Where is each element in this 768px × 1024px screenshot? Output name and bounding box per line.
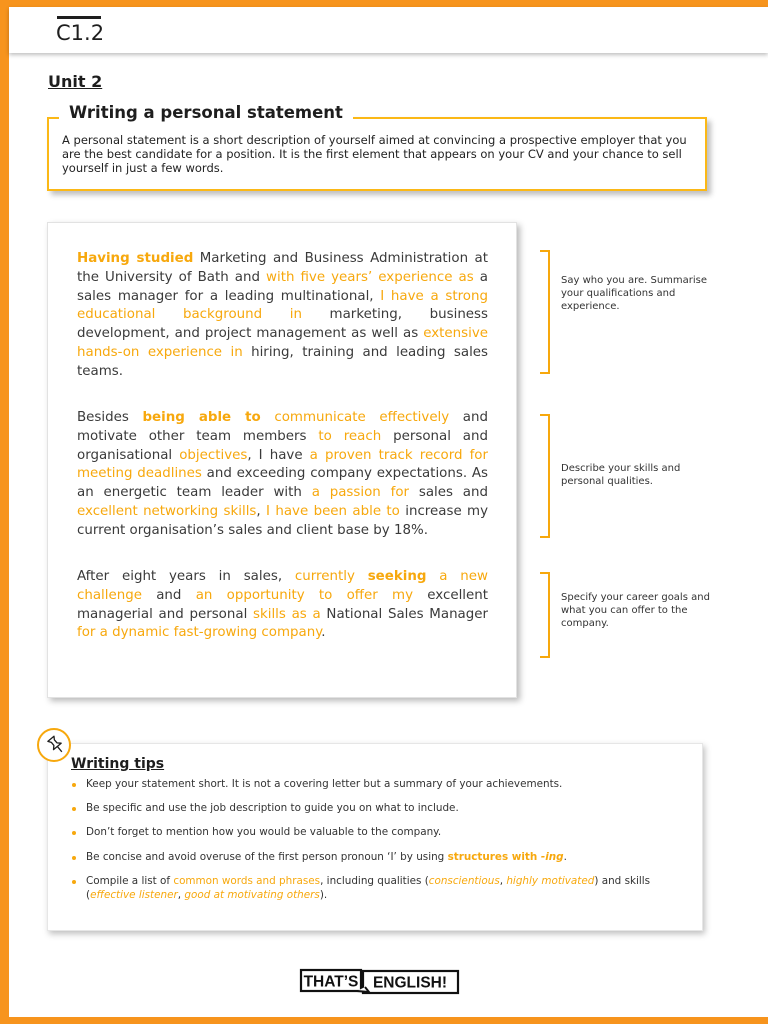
- highlighted-phrase: conscientious: [428, 875, 500, 887]
- highlighted-phrase: to reach: [318, 428, 382, 444]
- statement-paragraph-2: [77, 409, 488, 541]
- highlighted-phrase: effective listener: [90, 888, 178, 901]
- header-bar: [9, 7, 768, 53]
- text-run: , I have: [247, 447, 310, 463]
- text-run: [261, 410, 275, 425]
- text-run: National Sales Manager: [320, 606, 489, 622]
- highlighted-phrase: good at motivating others: [184, 888, 320, 901]
- highlighted-phrase: a new challenge: [77, 569, 488, 603]
- text-run: a sales manager for a leading multinational,: [77, 269, 488, 304]
- highlighted-phrase: a passion for: [311, 485, 410, 501]
- level-rule: [57, 16, 101, 19]
- tips-badge: [37, 728, 71, 762]
- text-run: and exceeding company expectations. As an energetic team leader with: [77, 466, 489, 501]
- logo-text-1: THAT’S: [303, 973, 359, 991]
- highlighted-phrase: excellent networking skills: [77, 503, 257, 519]
- text-run: marketing, business development, and project management as well as: [77, 307, 488, 342]
- tips-title: Writing tips: [71, 756, 165, 772]
- bracket-1: [540, 250, 550, 374]
- tip-item: [71, 826, 691, 840]
- tips-list: [71, 778, 691, 902]
- text-run: Marketing and Business Administration at the University of Bath and: [77, 251, 488, 285]
- thats-english-logo: [299, 965, 461, 995]
- tip-item: [71, 802, 691, 816]
- highlighted-phrase: communicate effectively: [274, 410, 450, 425]
- text-run: personal and organisational: [77, 428, 489, 463]
- highlighted-phrase: -ing: [540, 850, 564, 863]
- text-run: .: [321, 625, 326, 641]
- logo-text-2: ENGLISH!: [372, 974, 448, 992]
- text-run: ,: [177, 888, 185, 901]
- highlighted-phrase: currently: [294, 569, 368, 584]
- statement-paragraph-1: [77, 250, 488, 382]
- tip-item: [71, 875, 691, 902]
- highlighted-phrase: Having studied: [77, 251, 194, 266]
- note-2: Describe your skills and personal qualities.: [561, 463, 681, 487]
- tip-item: [71, 851, 691, 865]
- note-3: Specify your career goals and what you can offer to the company.: [561, 592, 710, 629]
- bracket-3: [540, 572, 550, 658]
- text-run: Be specific and use the job description to guide you on what to include.: [86, 801, 459, 814]
- highlighted-phrase: structures with: [447, 850, 541, 863]
- highlighted-phrase: I have been able to: [266, 503, 400, 519]
- text-run: ,: [499, 875, 507, 887]
- note-1: Say who you are. Summarise your qualifications and experience.: [561, 275, 708, 312]
- level-label: C1.2: [56, 21, 105, 45]
- highlighted-phrase: a proven track record for meeting deadlines: [77, 447, 488, 482]
- push-pin-icon: [39, 730, 69, 760]
- text-run: ,: [256, 503, 267, 519]
- bracket-2: [540, 414, 550, 538]
- text-run: .: [563, 850, 567, 863]
- highlighted-phrase: for a dynamic fast-growing company: [77, 625, 322, 641]
- highlighted-phrase: skills as a: [253, 606, 321, 622]
- text-run: hiring, training and leading sales teams.: [77, 344, 489, 379]
- text-run: ).: [319, 888, 328, 901]
- highlighted-phrase: common words and phrases: [173, 875, 321, 887]
- statement-paragraph-3: [77, 568, 488, 643]
- highlighted-phrase: objectives: [179, 447, 248, 463]
- text-run: and: [141, 587, 196, 603]
- highlighted-phrase: I have a strong educational background in: [77, 288, 488, 323]
- highlighted-phrase: highly motivated: [506, 875, 595, 887]
- highlighted-phrase: extensive hands-on experience in: [77, 326, 488, 360]
- text-run: excellent managerial and personal: [77, 587, 488, 622]
- text-run: and motivate other team members: [77, 410, 489, 444]
- highlighted-phrase: seeking: [367, 569, 427, 584]
- highlighted-phrase: an opportunity to offer my: [195, 587, 414, 603]
- highlighted-phrase: being able to: [142, 410, 261, 425]
- text-run: , including qualities (: [320, 875, 429, 887]
- text-run: Compile a list of: [86, 875, 174, 887]
- intro-text: A personal statement is a short description of yourself aimed at convincing a prospective employer that you are the best candidate for a position. It is the first element that appears on your CV and your chance to sell yourself in just a few words.: [62, 133, 687, 175]
- highlighted-phrase: with five years’ experience as: [266, 269, 474, 285]
- text-run: After eight years in sales,: [77, 569, 295, 584]
- tip-item: [71, 778, 691, 792]
- text-run: sales and: [409, 485, 488, 501]
- unit-title: Unit 2: [48, 72, 103, 91]
- text-run: Keep your statement short. It is not a covering letter but a summary of your achievements.: [86, 778, 563, 790]
- intro-heading: Writing a personal statement: [59, 103, 353, 122]
- text-run: ) and skills (: [86, 875, 651, 901]
- text-run: increase my current organisation’s sales and client base by 18%.: [77, 503, 489, 538]
- text-run: Besides: [77, 410, 143, 425]
- text-run: Don’t forget to mention how you would be valuable to the company.: [86, 826, 442, 838]
- text-run: Be concise and avoid overuse of the first person pronoun ‘I’ by using: [86, 850, 448, 863]
